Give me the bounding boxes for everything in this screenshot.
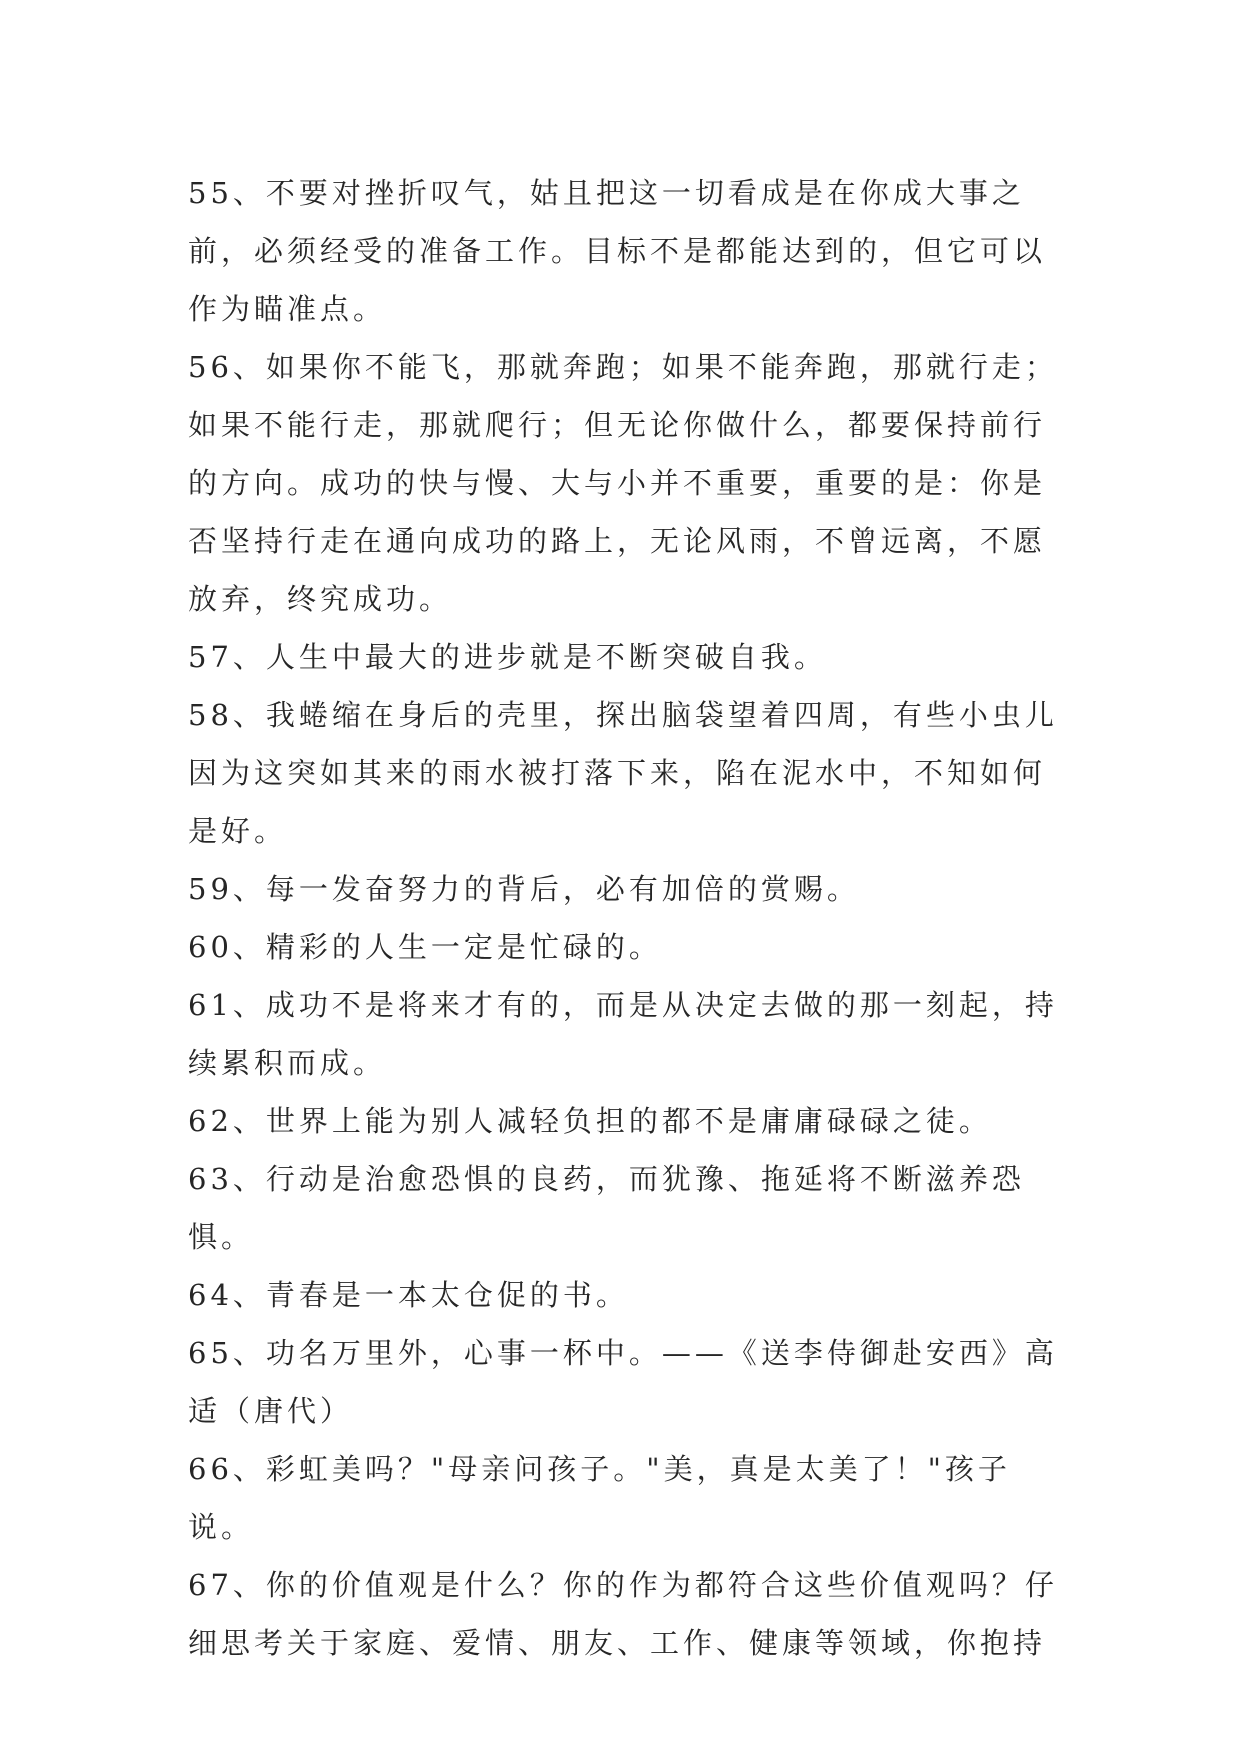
quote-paragraph-67: 67、你的价值观是什么？你的作为都符合这些价值观吗？仔细思考关于家庭、爱情、朋友、工作、健康等领域，你抱持 <box>188 1568 1058 1660</box>
quote-paragraph-62: 62、世界上能为别人减轻负担的都不是庸庸碌碌之徒。 <box>188 1104 992 1138</box>
quote-paragraph-61: 61、成功不是将来才有的，而是从决定去做的那一刻起，持续累积而成。 <box>188 988 1058 1080</box>
quote-paragraph-55: 55、不要对挫折叹气，姑且把这一切看成是在你成大事之前，必须经受的准备工作。目标不是都能达到的，但它可以作为瞄准点。 <box>188 176 1047 326</box>
quote-paragraph-57: 57、人生中最大的进步就是不断突破自我。 <box>188 640 827 674</box>
quote-paragraph-59: 59、每一发奋努力的背后，必有加倍的赏赐。 <box>188 872 860 906</box>
quote-paragraph-64: 64、青春是一本太仓促的书。 <box>188 1278 629 1312</box>
document-body <box>188 164 1068 1672</box>
quote-paragraph-56: 56、如果你不能飞，那就奔跑；如果不能奔跑，那就行走；如果不能行走，那就爬行；但无论你做什么，都要保持前行的方向。成功的快与慢、大与小并不重要，重要的是：你是否坚持行走在通向成功的路上，无论风雨，不曾远离，不愿放弃，终究成功。 <box>188 350 1058 616</box>
quote-paragraph-63: 63、行动是治愈恐惧的良药，而犹豫、拖延将不断滋养恐惧。 <box>188 1162 1025 1254</box>
quote-paragraph-60: 60、精彩的人生一定是忙碌的。 <box>188 930 662 964</box>
quote-paragraph-66: 66、彩虹美吗？"母亲问孩子。"美，真是太美了！"孩子说。 <box>188 1452 1011 1544</box>
quote-paragraph-58: 58、我蜷缩在身后的壳里，探出脑袋望着四周，有些小虫儿因为这突如其来的雨水被打落下来，陷在泥水中，不知如何是好。 <box>188 698 1058 848</box>
quote-paragraph-65: 65、功名万里外，心事一杯中。——《送李侍御赴安西》高适（唐代） <box>188 1336 1058 1428</box>
